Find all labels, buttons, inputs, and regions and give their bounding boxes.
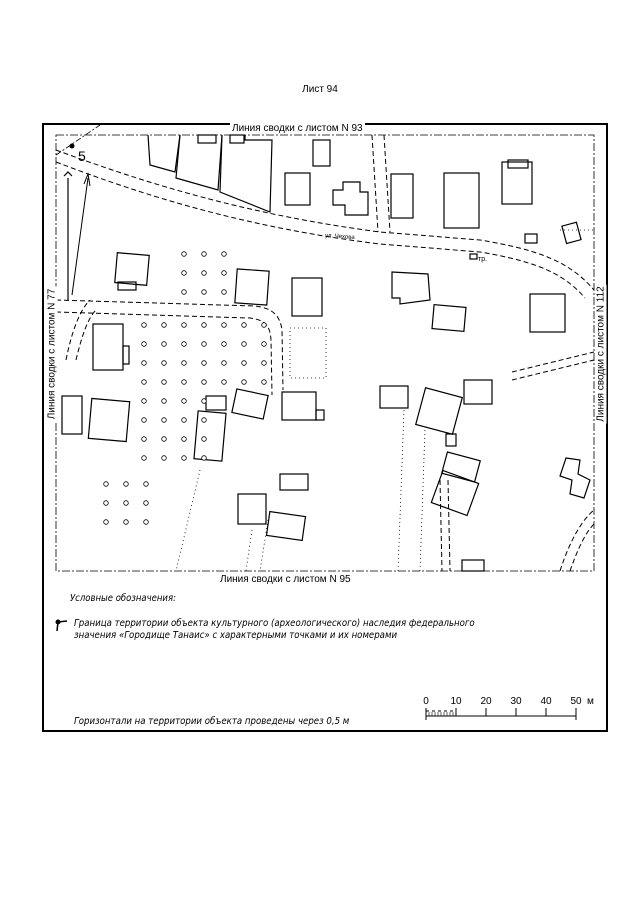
marker-circle (182, 271, 187, 276)
road-vertical-1 (372, 135, 378, 232)
marker-circle (104, 520, 109, 525)
building (148, 135, 180, 172)
building (206, 396, 226, 410)
legend-item-line1: Граница территории объекта культурного (археологического) наследия федерального (74, 618, 475, 629)
scale-tick: 40 (540, 696, 552, 707)
marker-circle (182, 361, 187, 366)
dotted-line-4 (398, 410, 404, 571)
building (238, 494, 266, 524)
marker-circle (104, 501, 109, 506)
marker-circle (262, 323, 267, 328)
scale-tick: 50 (570, 696, 582, 707)
building (392, 272, 430, 304)
building (562, 222, 581, 243)
marker-circle (222, 342, 227, 347)
marker-circle (142, 437, 147, 442)
marker-circle (162, 456, 167, 461)
dotted-line-2 (260, 520, 268, 571)
road-right-1 (512, 360, 594, 380)
marker-circle (162, 380, 167, 385)
legend-item-line2: значения «Городище Танаис» с характерными точками и их номерами (74, 630, 398, 641)
building (115, 253, 149, 286)
building (285, 173, 310, 205)
boundary-point (70, 144, 75, 149)
boundary-label-bottom: Линия сводки с листом N 95 (220, 574, 351, 585)
marker-circle (222, 252, 227, 257)
legend-title: Условные обозначения: (70, 593, 176, 604)
building (464, 380, 492, 404)
dotted-line-1 (176, 470, 200, 571)
north-arrow-head (64, 172, 72, 176)
marker-circle (262, 380, 267, 385)
boundary-label-right: Линия сводки с листом N 112 (595, 286, 607, 422)
marker-circle (202, 252, 207, 257)
marker-circle (144, 482, 149, 487)
building (123, 346, 129, 364)
scale-tick: 20 (480, 696, 492, 707)
marker-circle (182, 456, 187, 461)
marker-circle (242, 342, 247, 347)
marker-circle (124, 482, 129, 487)
marker-circle (142, 456, 147, 461)
building (525, 234, 537, 243)
road-upper-1 (56, 150, 594, 290)
marker-circle (142, 361, 147, 366)
marker-circle (202, 342, 207, 347)
road-right-2 (512, 352, 594, 372)
building (194, 411, 226, 461)
marker-circle (202, 323, 207, 328)
marker-circle (162, 437, 167, 442)
building (380, 386, 408, 408)
marker-circle (142, 380, 147, 385)
building (313, 140, 330, 166)
building (93, 324, 123, 370)
marker-circle (202, 271, 207, 276)
street-label: ул. Чехова (324, 232, 355, 242)
marker-circle (222, 380, 227, 385)
marker-circle (162, 361, 167, 366)
road-corner-2 (570, 524, 594, 571)
marker-circle (202, 361, 207, 366)
scale-tick: 10 (450, 696, 462, 707)
scale-bar (426, 708, 576, 720)
building (416, 388, 463, 435)
building (62, 396, 82, 434)
building (508, 160, 528, 168)
marker-circle (182, 418, 187, 423)
building (462, 560, 484, 571)
boundary-point-number: 5 (78, 148, 86, 164)
building (316, 410, 324, 420)
marker-circle (222, 271, 227, 276)
marker-circle (162, 418, 167, 423)
scale-tick: 30 (510, 696, 522, 707)
marker-circle (202, 290, 207, 295)
building (235, 269, 269, 305)
building (444, 173, 479, 228)
marker-circle (242, 361, 247, 366)
building (432, 305, 466, 332)
marker-circle (202, 418, 207, 423)
building (230, 135, 244, 143)
tr-label: тр. (478, 256, 488, 263)
marker-circle (162, 323, 167, 328)
building (280, 474, 308, 490)
boundary-symbol-icon (54, 618, 68, 632)
boundary-label-top: Линия сводки с листом N 93 (232, 123, 363, 134)
marker-circle (162, 342, 167, 347)
marker-circle (104, 482, 109, 487)
marker-circle (142, 418, 147, 423)
arrow-diagonal (72, 178, 88, 295)
marker-circle (162, 399, 167, 404)
building (560, 458, 590, 498)
road-lower-right-1 (440, 480, 442, 571)
marker-circle (142, 342, 147, 347)
marker-circle (202, 456, 207, 461)
building (267, 512, 306, 541)
building (282, 392, 316, 420)
dotted-line-5 (420, 430, 425, 571)
marker-circle (242, 323, 247, 328)
dotted-line-3 (246, 530, 252, 571)
marker-circle (202, 437, 207, 442)
dotted-plot (290, 328, 326, 378)
marker-circle (242, 380, 247, 385)
boundary-label-left: Линия сводки с листом N 77 (46, 288, 58, 420)
legend-item (74, 618, 521, 642)
road-corner-1 (560, 510, 594, 571)
building (446, 434, 456, 446)
marker-circle (222, 361, 227, 366)
marker-circle (182, 342, 187, 347)
marker-circle (182, 323, 187, 328)
marker-circle (182, 399, 187, 404)
marker-circle (142, 323, 147, 328)
marker-circle (124, 520, 129, 525)
road-vertical-2 (384, 135, 390, 232)
marker-circle (124, 501, 129, 506)
marker-circle (182, 290, 187, 295)
marker-circle (182, 437, 187, 442)
scale-unit: м (587, 696, 594, 707)
marker-circle (222, 323, 227, 328)
marker-circle (202, 399, 207, 404)
sheet-title: Лист 94 (302, 84, 338, 95)
building (220, 135, 272, 212)
road-lower-right-2 (448, 480, 450, 571)
marker-circle (182, 252, 187, 257)
contour-note: Горизонтали на территории объекта проведены через 0,5 м (74, 716, 350, 727)
marker-circle (262, 342, 267, 347)
marker-circle (202, 380, 207, 385)
building (292, 278, 322, 316)
marker-circle (262, 361, 267, 366)
marker-circle (222, 290, 227, 295)
building (198, 135, 216, 143)
scale-tick: 0 (423, 696, 429, 707)
marker-circle (144, 501, 149, 506)
marker-circle (142, 399, 147, 404)
building (232, 389, 268, 419)
building (333, 182, 368, 215)
marker-circle (144, 520, 149, 525)
building (530, 294, 565, 332)
building (391, 174, 413, 218)
building (470, 254, 477, 259)
inner-boundary (56, 135, 594, 571)
marker-circle (182, 380, 187, 385)
building (88, 398, 129, 441)
